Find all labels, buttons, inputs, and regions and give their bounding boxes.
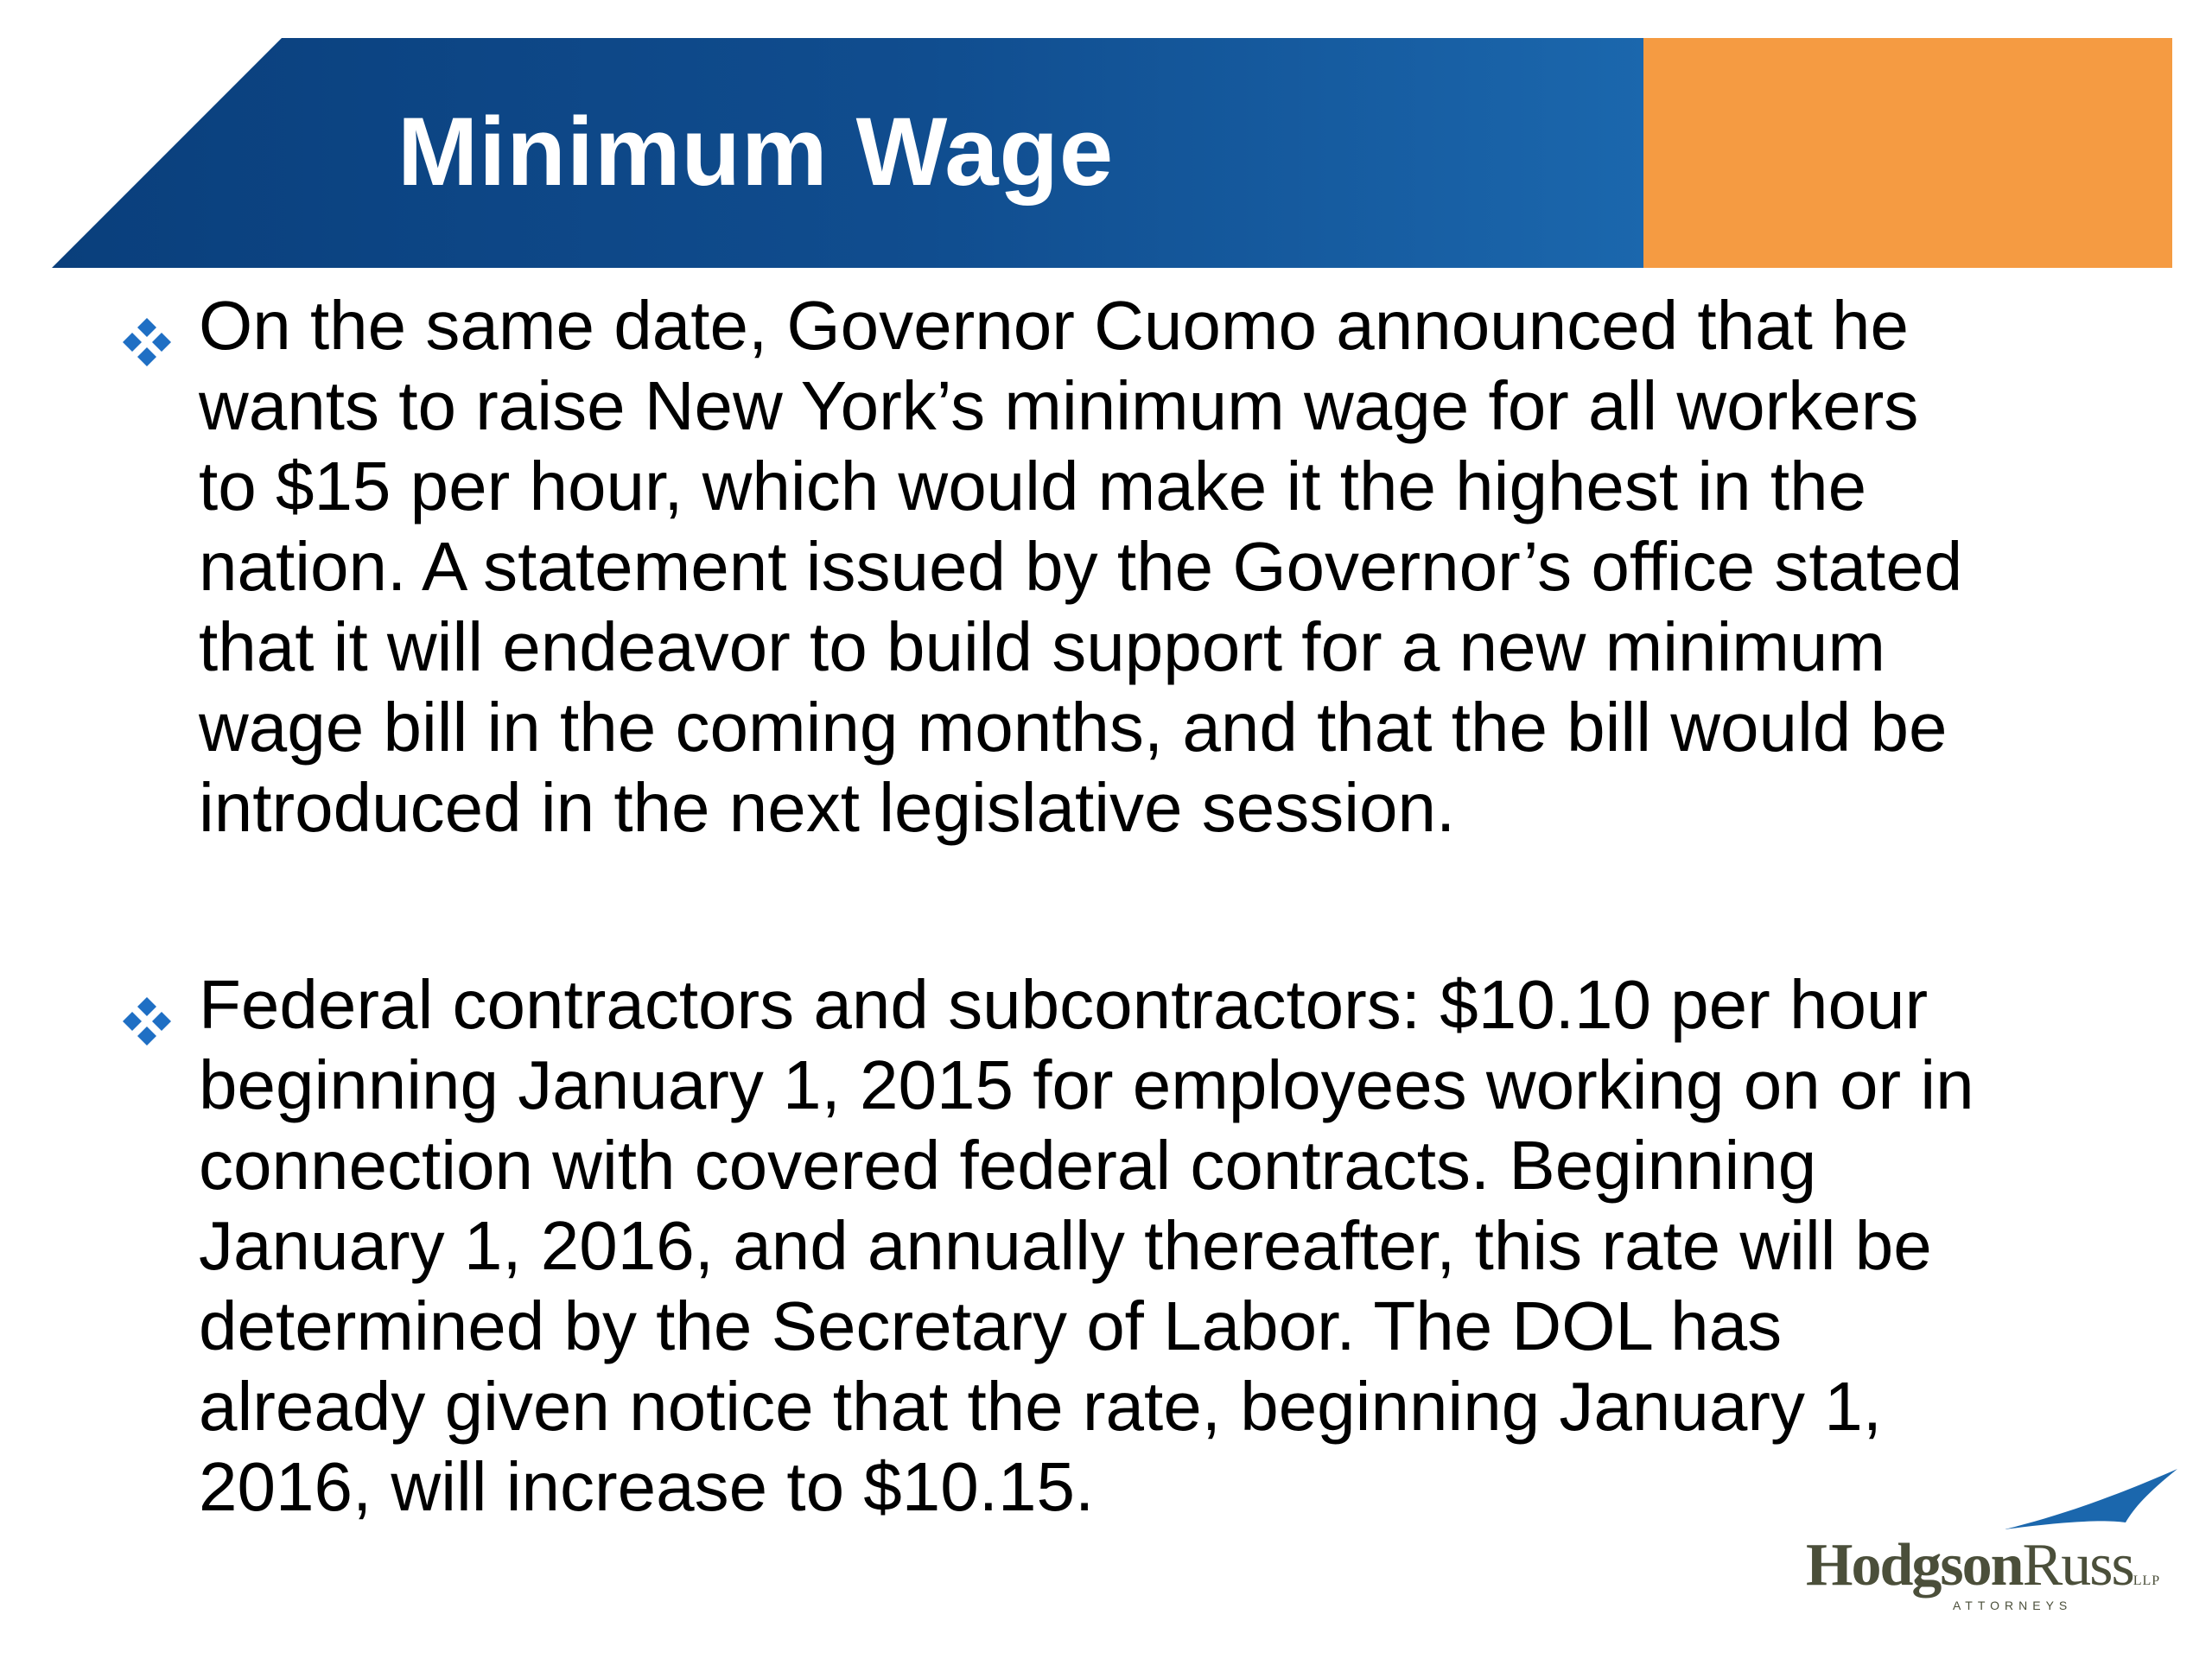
bullet-item [121,285,2126,848]
logo-subtitle: ATTORNEYS [1953,1599,2073,1612]
slide-title: Minimum Wage [397,98,1115,206]
logo-name-part2: Russ [2022,1532,2133,1599]
bullet-text: Federal contractors and subcontractors: $10.10 per hour beginning January 1, 2015 for employees working on or in connection with covered federal contracts. Beginning January 1, 2016, and annually thereafter, this rate will be determined by the Secretary of Labor. The DOL has already given notice that the rate, beginning January 1, 2016, will increase to $10.15. [199,966,1974,1525]
diamond-bullet-icon [121,304,173,356]
bullet-text: On the same date, Governor Cuomo announced that he wants to raise New York’s minimum wage for all workers to $15 per hour, which would make it the highest in the nation. A statement issued by the Governor’s office stated that it will endeavor to build support for a new minimum wage bill in the coming months, and that the bill would be introduced in the next legislative session. [199,287,1963,846]
diamond-bullet-icon [121,983,173,1035]
logo-swoosh-icon [2005,1469,2177,1538]
bullet-item [121,964,2126,1527]
banner-orange-block [1643,38,2172,268]
hodgson-russ-logo [1806,1469,2186,1616]
logo-name-part1: Hodgson [1806,1532,2023,1599]
bullet-list [121,285,2126,1527]
logo-suffix: LLP [2133,1573,2161,1588]
